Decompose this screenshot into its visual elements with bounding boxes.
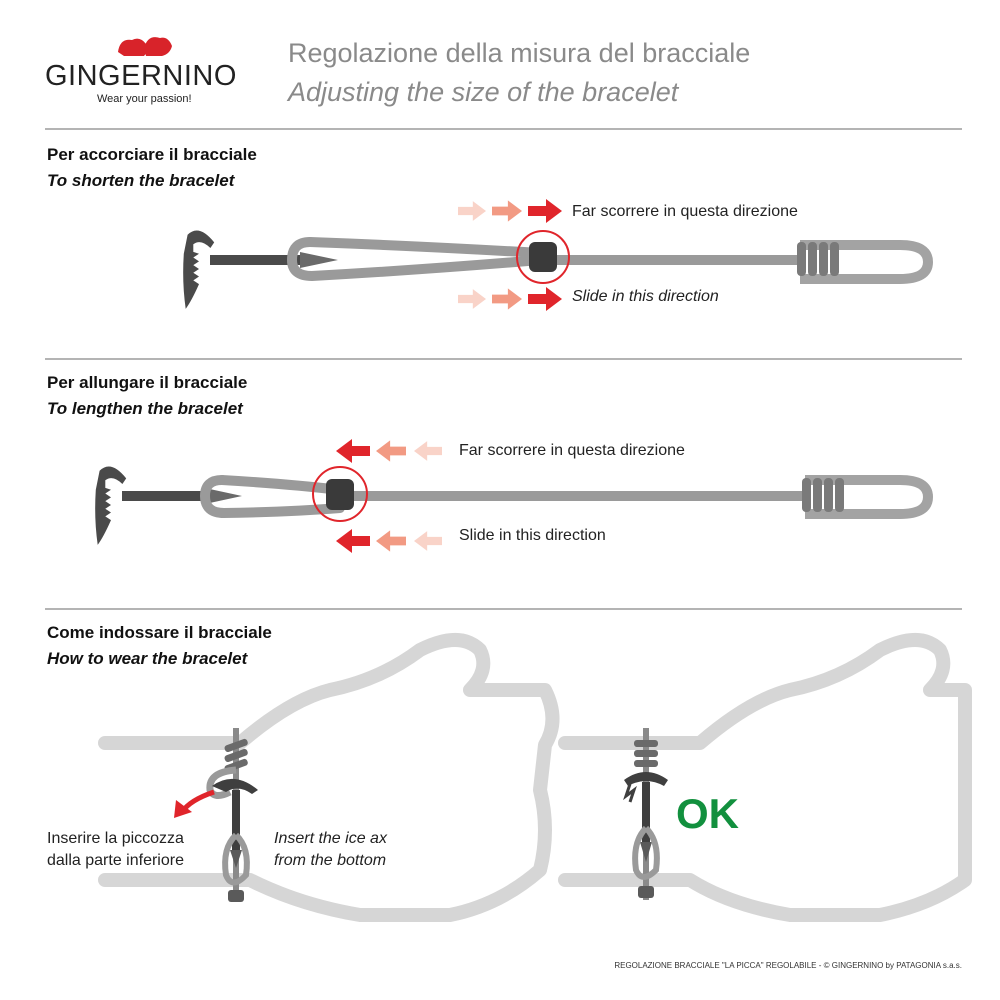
section-lengthen-title-en: To lengthen the bracelet bbox=[47, 399, 243, 418]
brand-tagline: Wear your passion! bbox=[97, 93, 192, 105]
wear-label-it-line2: dalla parte inferiore bbox=[47, 852, 184, 869]
hand-outline-left-icon bbox=[105, 640, 553, 915]
shorten-label-it: Far scorrere in questa direzione bbox=[572, 203, 798, 220]
wear-label-en-line1: Insert the ice ax bbox=[274, 830, 387, 847]
hand-outline-right-icon bbox=[565, 640, 965, 915]
arrows-right-top-icon bbox=[458, 199, 562, 223]
section-shorten-title-en: To shorten the bracelet bbox=[47, 171, 235, 190]
slider-bead-icon bbox=[326, 479, 354, 510]
lengthen-label-it: Far scorrere in questa direzione bbox=[459, 442, 685, 459]
arrows-left-bottom-icon bbox=[336, 529, 442, 553]
section-wear-title-en: How to wear the bracelet bbox=[47, 649, 248, 668]
wear-diagram bbox=[105, 640, 965, 915]
shorten-label-en: Slide in this direction bbox=[572, 288, 719, 305]
arrows-left-top-icon bbox=[336, 439, 442, 463]
ice-axe-icon bbox=[183, 230, 214, 308]
ok-label: OK bbox=[676, 790, 739, 837]
page-title-english: Adjusting the size of the bracelet bbox=[288, 77, 679, 107]
wear-label-en-line2: from the bottom bbox=[274, 852, 387, 869]
footer-credit: REGOLAZIONE BRACCIALE "LA PICCA" REGOLABILE - © GINGERNINO by PATAGONIA s.a.s. bbox=[614, 961, 962, 970]
page-title-italian: Regolazione della misura del bracciale bbox=[288, 38, 751, 68]
shorten-diagram bbox=[183, 199, 928, 311]
gingernino-logo-icon bbox=[118, 37, 172, 56]
section-wear-title-it: Come indossare il bracciale bbox=[47, 623, 272, 642]
arrows-right-bottom-icon bbox=[458, 287, 562, 311]
brand-name: GINGERNINO bbox=[45, 60, 237, 92]
section-lengthen-title-it: Per allungare il bracciale bbox=[47, 373, 248, 392]
lengthen-label-en: Slide in this direction bbox=[459, 527, 606, 544]
section-shorten-title-it: Per accorciare il bracciale bbox=[47, 145, 257, 164]
slider-bead-icon bbox=[529, 242, 557, 272]
wear-label-it-line1: Inserire la piccozza bbox=[47, 830, 184, 847]
ice-axe-icon bbox=[95, 466, 126, 544]
